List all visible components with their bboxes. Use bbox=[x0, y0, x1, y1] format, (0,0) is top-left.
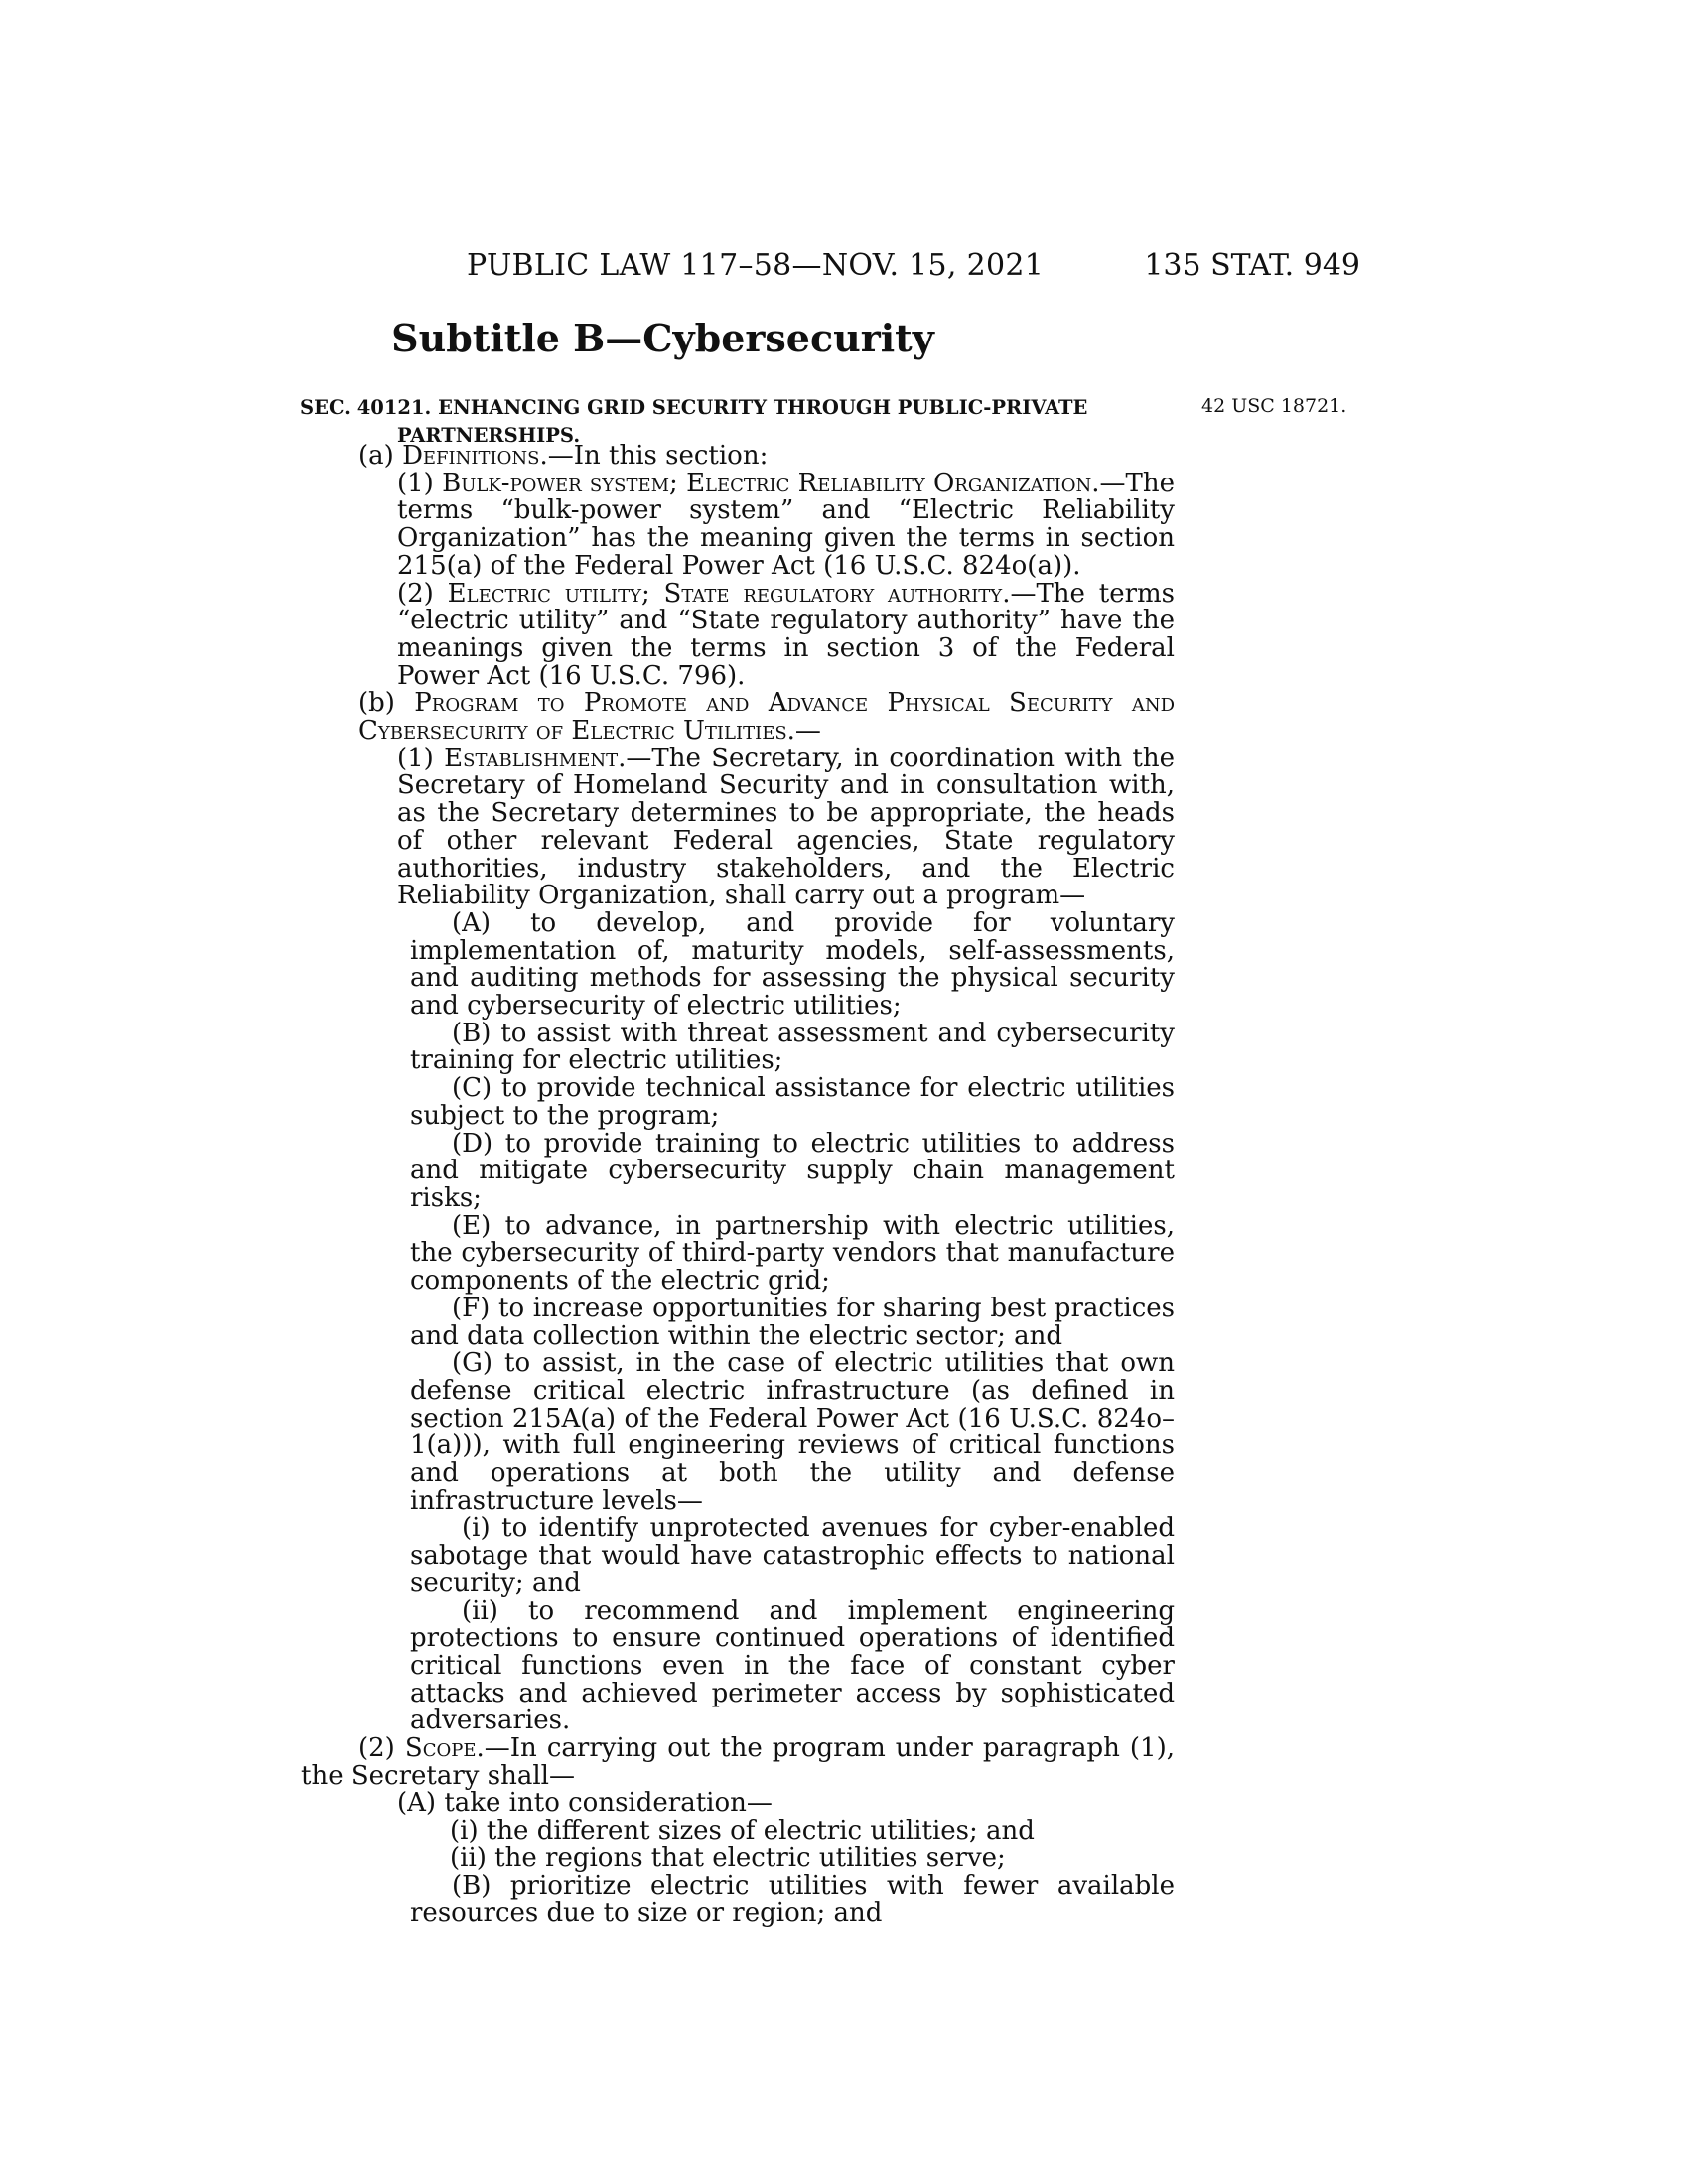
margin-note-citation: 42 USC 18721. bbox=[1201, 395, 1347, 417]
section-heading-line2: PARTNERSHIPS. bbox=[397, 424, 581, 447]
section-body bbox=[301, 443, 1175, 1928]
paragraph-b1: (1) Establishment.—The Secretary, in coordination with the Secretary of Homeland Security and in consultation with, as the Secretary determines to be appropriate, the heads of other relevant Federal agencies, State regulatory authorities, industry stakeholders, and the Electric Reliability Organization, shall carry out a program— bbox=[397, 743, 1175, 911]
clause-b1D: (D) to provide training to electric utilities to address and mitigate cybersecurity supply chain management risks; bbox=[410, 1128, 1175, 1213]
subclause-b1Gii: (ii) to recommend and implement engineering protections to ensure continued operations of identified critical functions even in the face of constant cyber attacks and achieved perimeter access by sophisticated adversaries. bbox=[410, 1595, 1175, 1736]
subclause-b2Ai: (i) the different sizes of electric utilities; and bbox=[450, 1816, 1035, 1846]
paragraph-a2: (2) Electric utility; State regulatory authority.—The terms “electric utility” and “State regulatory authority” have the meanings given the terms in section 3 of the Federal Power Act (16 U.S.C. 796). bbox=[397, 578, 1176, 691]
subtitle-heading: Subtitle B—Cybersecurity bbox=[391, 316, 934, 360]
subclause-b1Gi: (i) to identify unprotected avenues for cyber-enabled sabotage that would have catastrophic effects to national security; and bbox=[410, 1513, 1175, 1598]
clause-b1C: (C) to provide technical assistance for electric utilities subject to the program; bbox=[410, 1073, 1175, 1131]
clause-b1E: (E) to advance, in partnership with electric utilities, the cybersecurity of third-party vendors that manufacture components of the electric grid; bbox=[410, 1210, 1175, 1297]
subsection-b: (b) Program to Promote and Advance Physical Security and Cybersecurity of Electric Utilities.— bbox=[358, 688, 1175, 747]
clause-b1G: (G) to assist, in the case of electric utilities that own defense critical electric infrastructure (as defined in section 215A(a) of the Federal Power Act (16 U.S.C. 824o–1(a))), with full engineering reviews of critical functions and operations at both the utility and defense infrastructure levels— bbox=[410, 1348, 1175, 1516]
subsection-a: (a) Definitions.—In this section: bbox=[358, 441, 769, 471]
clause-b2B: (B) prioritize electric utilities with fewer available resources due to size or region; and bbox=[410, 1870, 1175, 1929]
clause-b1F: (F) to increase opportunities for sharing best practices and data collection within the electric sector; and bbox=[410, 1293, 1175, 1351]
running-head bbox=[0, 248, 1688, 288]
section-heading-line1: SEC. 40121. ENHANCING GRID SECURITY THROUGH PUBLIC-PRIVATE bbox=[300, 396, 1088, 419]
subclause-b2Aii: (ii) the regions that electric utilities serve; bbox=[450, 1843, 1006, 1873]
clause-b1B: (B) to assist with threat assessment and cybersecurity training for electric utilities; bbox=[410, 1018, 1175, 1076]
paragraph-a1: (1) Bulk-power system; Electric Reliability Organization.—The terms “bulk-power system” and “Electric Reliability Organization” has the meaning given the terms in section 215(a) of the Federal Power Act (16 U.S.C. 824o(a)). bbox=[397, 468, 1175, 581]
paragraph-b2: (2) Scope.—In carrying out the program under paragraph (1), the Secretary shall— bbox=[301, 1733, 1176, 1791]
public-law-title: PUBLIC LAW 117–58—NOV. 15, 2021 bbox=[467, 248, 1045, 283]
clause-b2A: (A) take into consideration— bbox=[397, 1788, 773, 1819]
clause-b1A: (A) to develop, and provide for voluntary implementation of, maturity models, self-assessments, and auditing methods for assessing the physical security and cybersecurity of electric utilities; bbox=[410, 907, 1175, 1022]
statute-page-number: 135 STAT. 949 bbox=[1144, 248, 1360, 283]
